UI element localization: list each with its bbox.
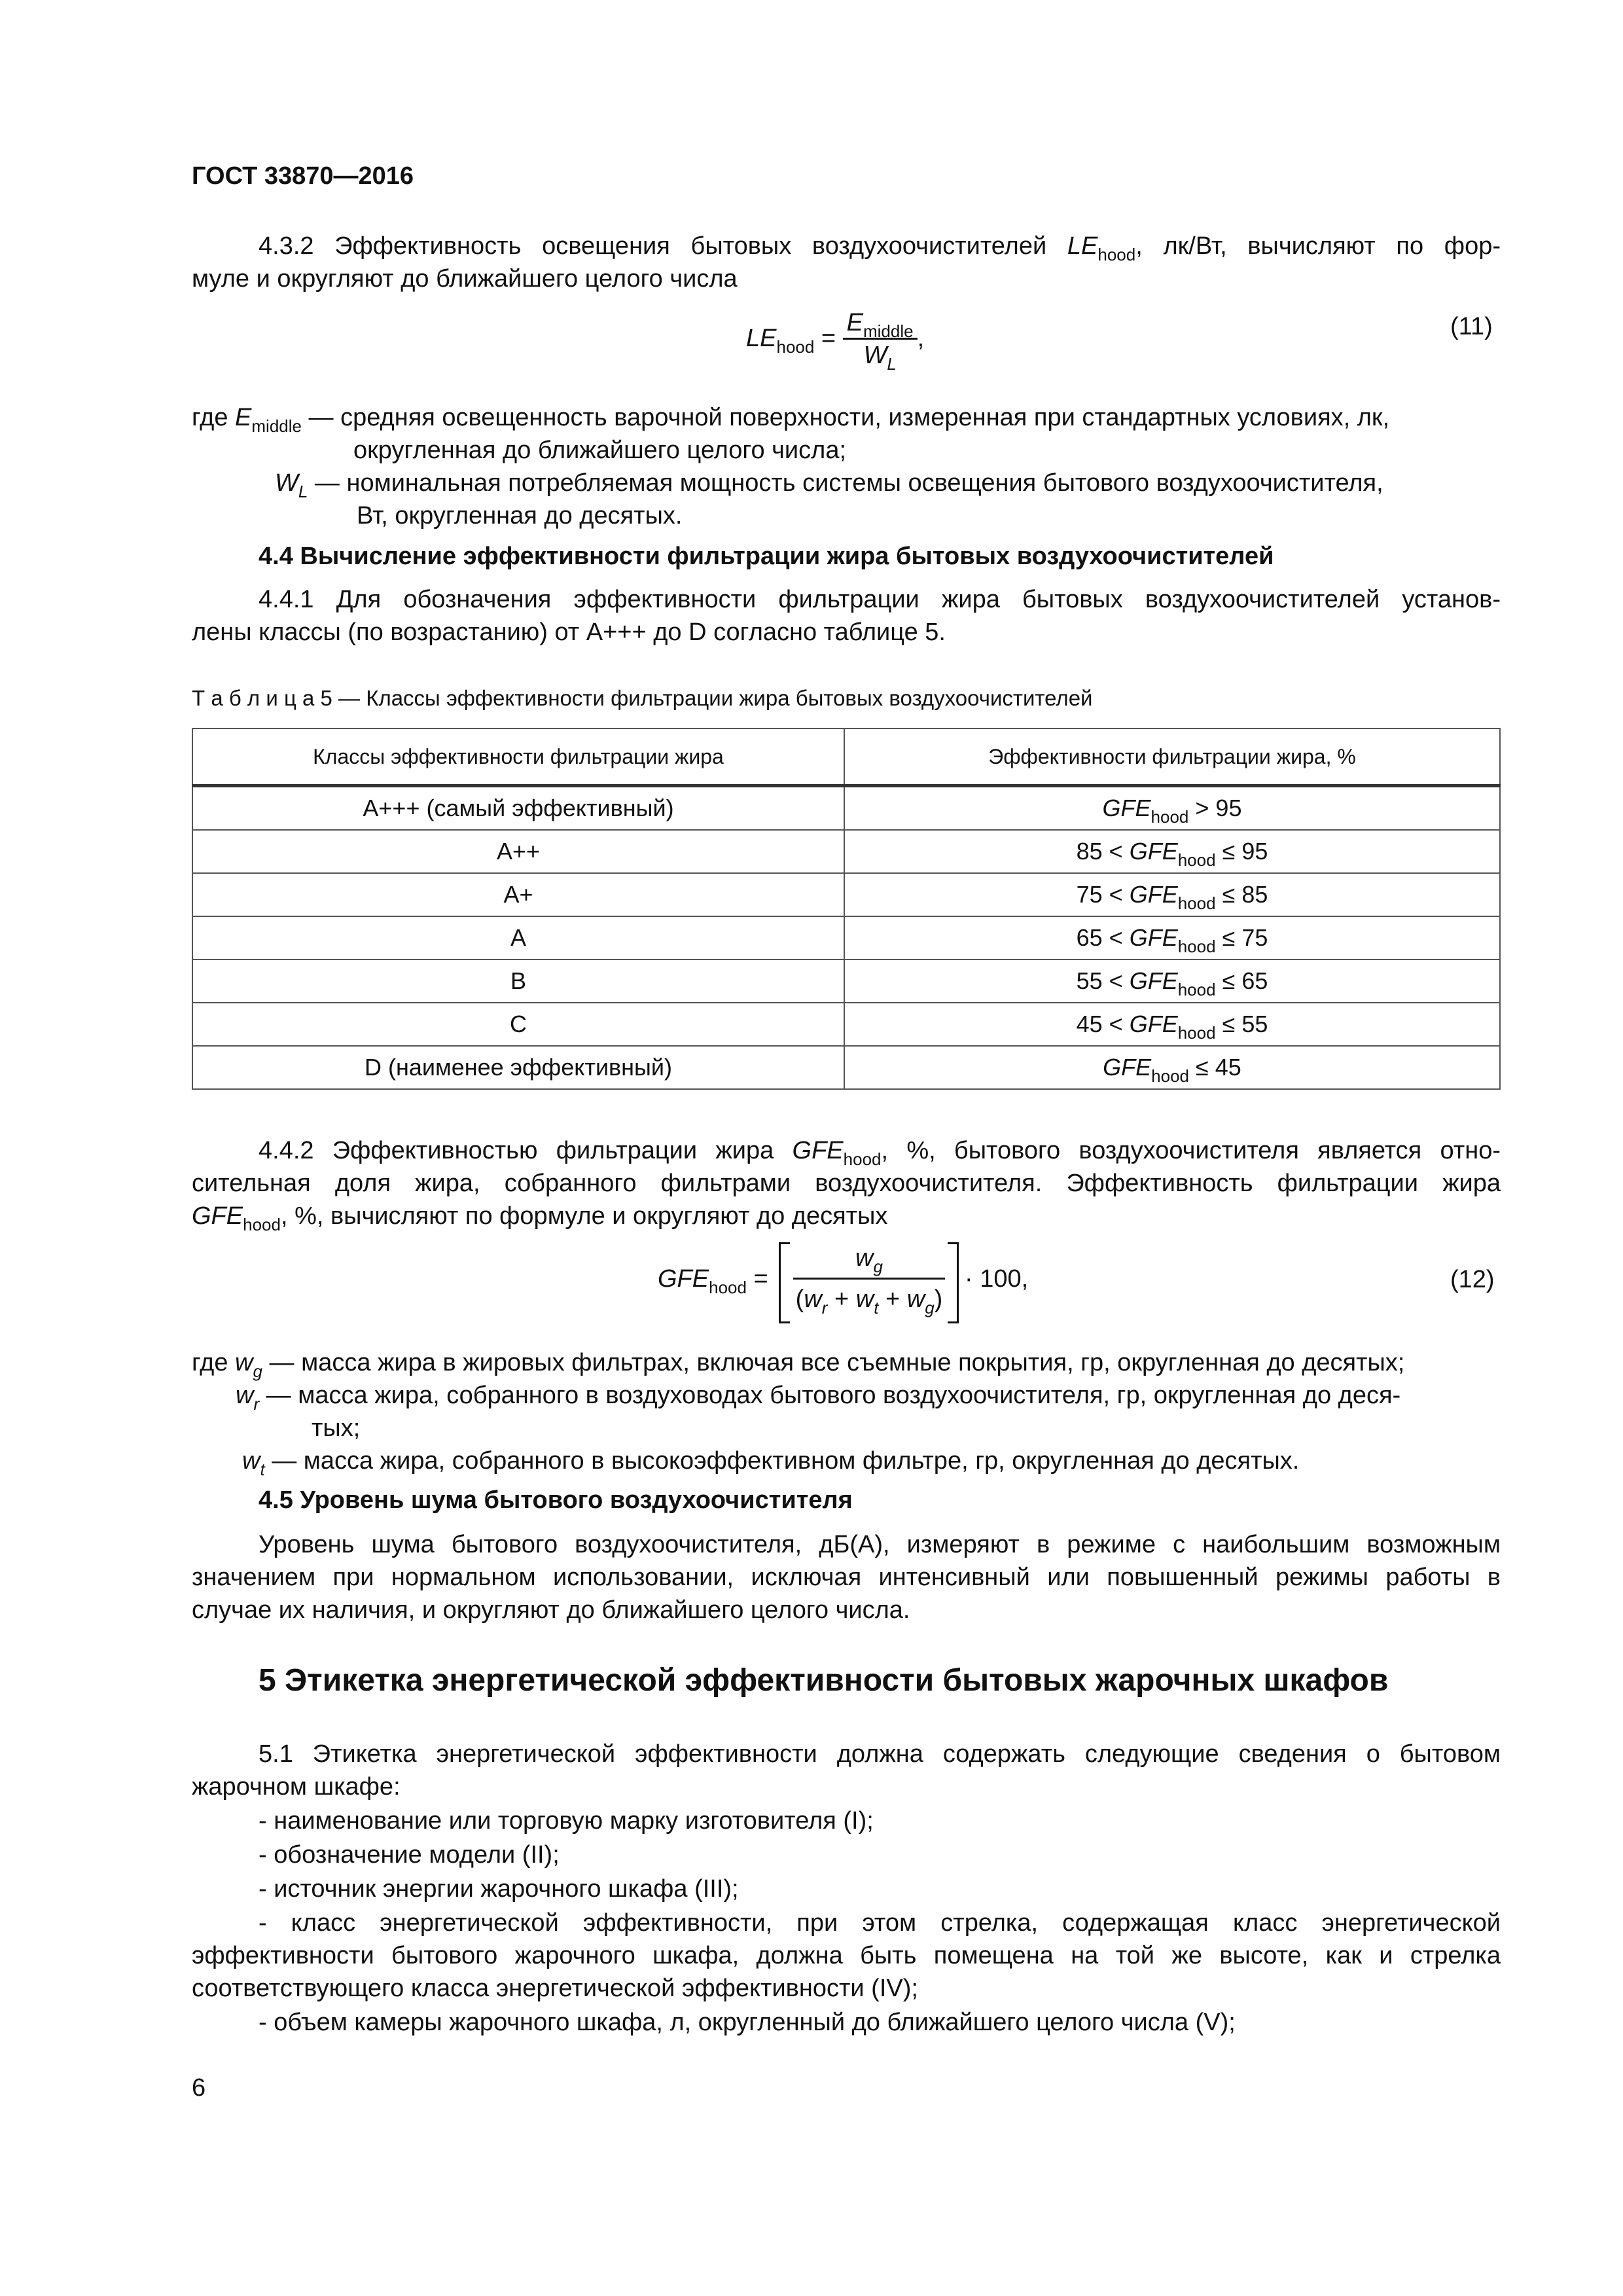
where-e-middle-line1: где $E_{middle}$ — средняя освещенность варочной поверхности, измеренная при стандартных условиях, лк, <box>192 404 1390 436</box>
table-row <box>192 830 1500 873</box>
where-w-l-line1: $W_L$ — номинальная потребляемая мощность системы освещения бытового воздухоочистителя, <box>275 469 1383 501</box>
list-item: - наименование или торговую марку изготовителя (I); <box>259 1807 874 1835</box>
where-w-r-line2: тых; <box>312 1414 361 1442</box>
formula-12-fraction <box>793 1242 945 1318</box>
table-cell-range: $65 < GFE_{hood} \le 75$ <box>844 916 1500 960</box>
table-cell-class: A+ <box>192 873 844 916</box>
table-cell-range: $45 < GFE_{hood} \le 55$ <box>844 1003 1500 1046</box>
table-cell-range: $55 < GFE_{hood} \le 65$ <box>844 960 1500 1003</box>
where-e-middle-line2: округленная до ближайшего целого числа; <box>353 437 847 464</box>
table-cell-class: B <box>192 960 844 1003</box>
list-item: - обозначение модели (II); <box>259 1841 560 1869</box>
list-item: - источник энергии жарочного шкафа (III); <box>259 1875 739 1903</box>
where-w-l-line2: Вт, округленная до десятых. <box>357 502 683 529</box>
section-4-5-heading: 4.5 Уровень шума бытового воздухоочистителя <box>259 1486 853 1514</box>
table-row <box>192 873 1500 916</box>
table-header-row <box>192 728 1500 786</box>
table-5-caption: Т а б л и ц а 5 — Классы эффективности фильтрации жира бытовых воздухоочистителей <box>192 686 1093 710</box>
section-4-4-heading: 4.4 Вычисление эффективности фильтрации жира бытовых воздухоочистителей <box>259 543 1274 570</box>
table-cell-class: A <box>192 916 844 960</box>
table-cell-range: $75 < GFE_{hood} \le 85$ <box>844 873 1500 916</box>
paragraph-4-5-line2: значением при нормальном использовании, исключая интенсивный или повышенный режимы работы в <box>192 1564 1501 1591</box>
paragraph-4-4-1-line2: лены классы (по возрастанию) от А+++ до D согласно таблице 5. <box>192 619 946 646</box>
table-row <box>192 786 1500 831</box>
formula-12-denominator: $(w_r + w_t + w_g)$ <box>795 1285 943 1318</box>
where-w-r-line1: $w_r$ — масса жира, собранного в воздуховодах бытового воздухоочистителя, гр, округленная до деся- <box>236 1382 1401 1414</box>
list-item-class-line3: соответствующего класса энергетической эффективности (IV); <box>192 1975 918 2002</box>
formula-12-numerator: $w_g$ <box>793 1242 945 1280</box>
section-5-heading: 5 Этикетка энергетической эффективности бытовых жарочных шкафов <box>259 1663 1389 1698</box>
paragraph-4-4-2-line2: сительная доля жира, собранного фильтрами воздухоочистителя. Эффективность фильтрации жира <box>192 1170 1501 1197</box>
table-cell-class: A+++ (самый эффективный) <box>192 786 844 831</box>
paragraph-4-5-line3: случае их наличия, и округляют до ближайшего целого числа. <box>192 1596 910 1624</box>
paragraph-4-4-2-line1: 4.4.2 Эффективностью фильтрации жира $GFE_{hood}$, %, бытового воздухоочистителя является отно- <box>259 1137 1501 1169</box>
paragraph-4-4-1-line1: 4.4.1 Для обозначения эффективности фильтрации жира бытовых воздухоочистителей установ- <box>259 586 1501 613</box>
table-header-classes: Классы эффективности фильтрации жира <box>192 728 844 786</box>
where-w-g: где $w_g$ — масса жира в жировых фильтрах, включая все съемные покрытия, гр, округленная до десятых; <box>192 1349 1405 1381</box>
table-cell-range: $GFE_{hood} > 95$ <box>844 786 1500 831</box>
where-w-t: $w_t$ — масса жира, собранного в высокоэффективном фильтре, гр, округленная до десятых. <box>242 1447 1300 1479</box>
table-row <box>192 916 1500 960</box>
formula-11: $LE_{hood}$ = $\frac{E_{middle}}{W_L}$ , <box>746 309 925 374</box>
table-cell-class: C <box>192 1003 844 1046</box>
table-row <box>192 960 1500 1003</box>
table-header-efficiency: Эффективности фильтрации жира, % <box>844 728 1500 786</box>
equation-number-11: (11) <box>1450 313 1493 340</box>
standard-code: ГОСТ 33870—2016 <box>192 162 414 190</box>
table-cell-range: $GFE_{hood} \le 45$ <box>844 1046 1500 1089</box>
paragraph-4-3-2-line1: 4.3.2 Эффективность освещения бытовых воздухоочистителей $LE_{hood}$, лк/Вт, вычисляют по фор- <box>259 232 1501 264</box>
equation-number-12: (12) <box>1450 1266 1495 1293</box>
paragraph-4-4-2-line3: $GFE_{hood}$, %, вычисляют по формуле и округляют до десятых <box>192 1202 888 1234</box>
formula-12-right-bracket <box>948 1242 959 1323</box>
paragraph-5-1-line2: жарочном шкафе: <box>192 1773 401 1801</box>
formula-12-tail: · 100, <box>965 1265 1029 1293</box>
paragraph-5-1-line1: 5.1 Этикетка энергетической эффективности должна содержать следующие сведения о бытовом <box>259 1740 1501 1768</box>
table-row <box>192 1046 1500 1089</box>
table-row <box>192 1003 1500 1046</box>
list-item-class-line2: эффективности бытового жарочного шкафа, должна быть помещена на той же высоте, как и стрелка <box>192 1942 1501 1969</box>
list-item-class-line1: - класс энергетической эффективности, при этом стрелка, содержащая класс энергетической <box>259 1909 1501 1937</box>
table-5 <box>192 728 1501 1090</box>
formula-11-fraction: $\frac{E_{middle}}{W_L}$ <box>843 308 918 371</box>
formula-12-left-bracket <box>779 1242 790 1323</box>
table-cell-range: $85 < GFE_{hood} \le 95$ <box>844 830 1500 873</box>
page-number: 6 <box>192 2074 206 2102</box>
formula-12-lhs: $GFE_{hood}$ = <box>658 1265 768 1297</box>
paragraph-4-3-2-line2: муле и округляют до ближайшего целого числа <box>192 265 738 293</box>
list-item: - объем камеры жарочного шкафа, л, округленный до ближайшего целого числа (V); <box>259 2009 1236 2036</box>
table-cell-class: D (наименее эффективный) <box>192 1046 844 1089</box>
table-cell-class: A++ <box>192 830 844 873</box>
paragraph-4-5-line1: Уровень шума бытового воздухоочистителя, дБ(А), измеряют в режиме с наибольшим возможным <box>259 1531 1501 1558</box>
